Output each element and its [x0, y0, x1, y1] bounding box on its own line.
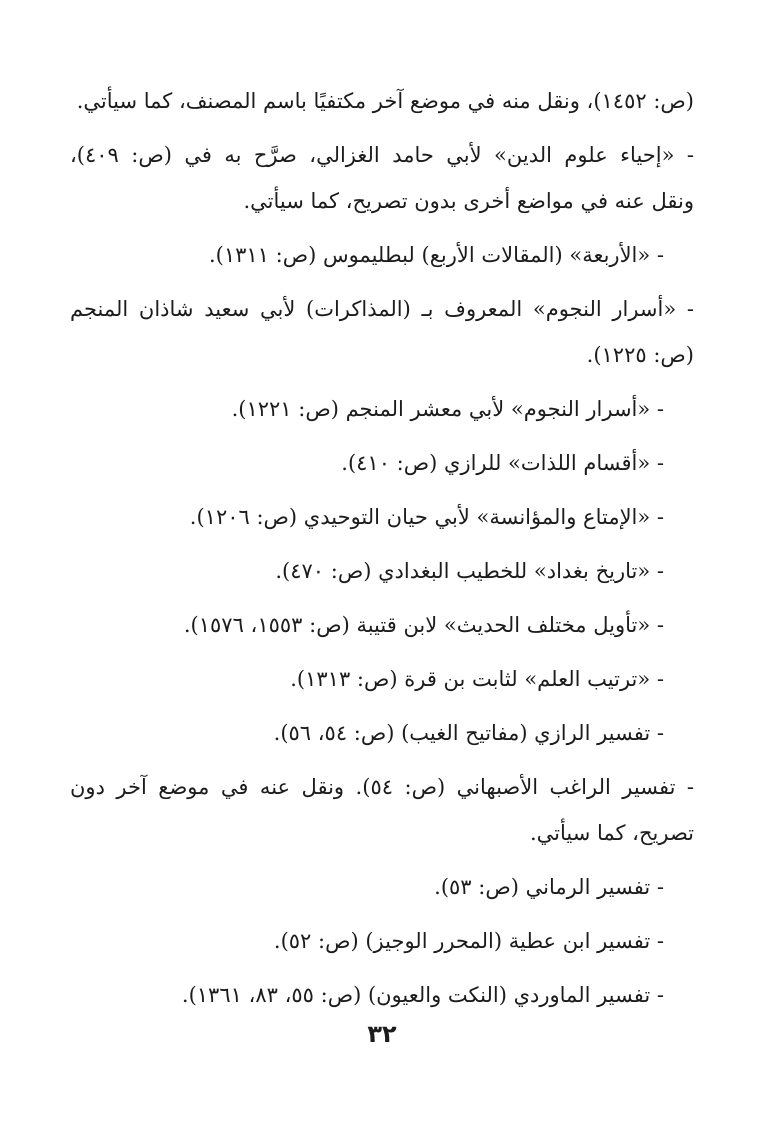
text-line: ونقل عنه في مواضع أخرى بدون تصريح، كما سيأتي. [243, 189, 694, 213]
list-item: - «تأويل مختلف الحديث» لابن قتيبة (ص: ١٥٥٣، ١٥٧٦). [183, 613, 664, 637]
list-item: - تفسير الرازي (مفاتيح الغيب) (ص: ٥٤، ٥٦). [273, 721, 664, 745]
list-item: - «ترتيب العلم» لثابت بن قرة (ص: ١٣١٣). [290, 667, 664, 691]
list-item: - تفسير الراغب الأصبهاني (ص: ٥٤). ونقل عنه في موضع آخر دون [70, 775, 695, 799]
list-item: - «الإمتاع والمؤانسة» لأبي حيان التوحيدي (ص: ١٢٠٦). [189, 505, 664, 529]
page-body [70, 78, 694, 1018]
list-item: - تفسير الرماني (ص: ٥٣). [434, 875, 664, 899]
list-item: - تفسير ابن عطية (المحرر الوجيز) (ص: ٥٢). [273, 929, 664, 953]
text-line: (ص: ١٤٥٢)، ونقل منه في موضع آخر مكتفيًا باسم المصنف، كما سيأتي. [76, 89, 694, 113]
page-number: ٣٢ [367, 1020, 397, 1048]
list-item: - «أسرار النجوم» المعروف بـ (المذاكرات) لأبي سعيد شاذان المنجم [70, 297, 694, 321]
list-item: - «تاريخ بغداد» للخطيب البغدادي (ص: ٤٧٠). [275, 559, 664, 583]
text-line: (ص: ١٢٢٥). [586, 343, 694, 367]
list-item: - «أسرار النجوم» لأبي معشر المنجم (ص: ١٢٢١). [231, 397, 664, 421]
list-item: - «إحياء علوم الدين» لأبي حامد الغزالي، صرَّح به في (ص: ٤٠٩)، [70, 143, 694, 167]
list-item: - تفسير الماوردي (النكت والعيون) (ص: ٥٥، ٨٣، ١٣٦١). [181, 983, 664, 1007]
list-item: - «أقسام اللذات» للرازي (ص: ٤١٠). [341, 451, 664, 475]
list-item: - «الأربعة» (المقالات الأربع) لبطليموس (ص: ١٣١١). [208, 243, 664, 267]
text-line: تصريح، كما سيأتي. [529, 821, 694, 845]
